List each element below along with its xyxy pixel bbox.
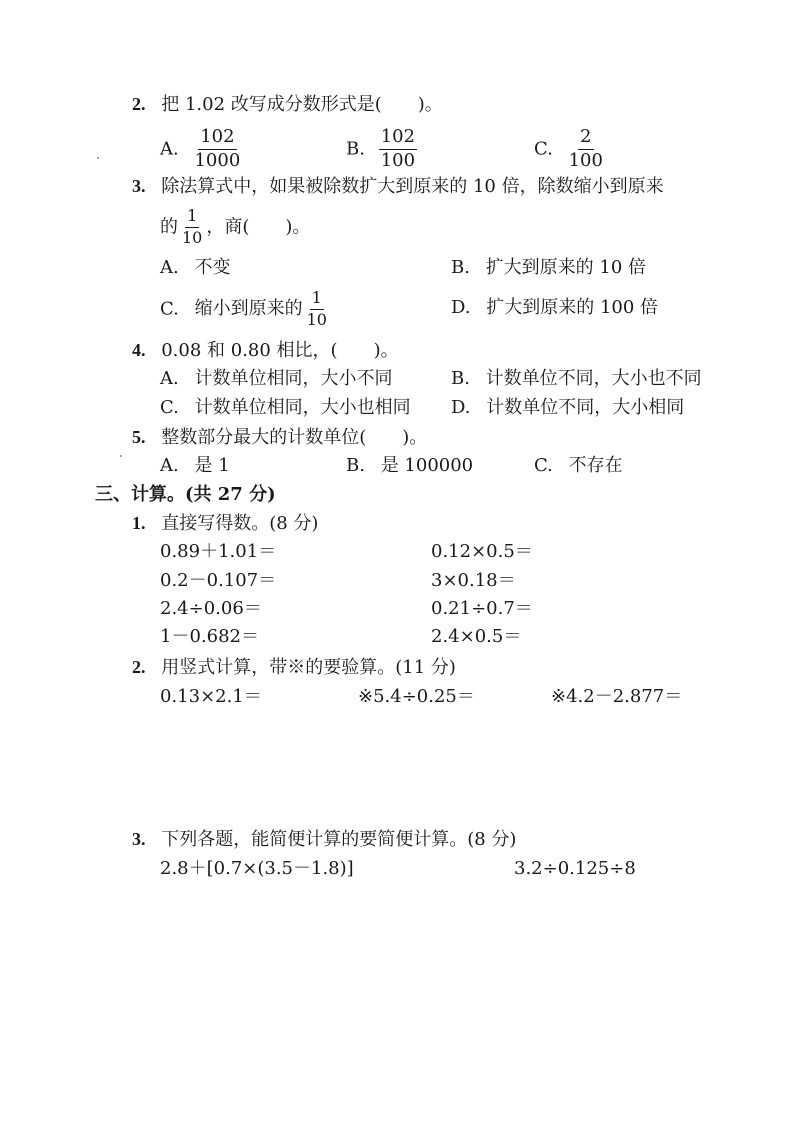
numerator: 102 (379, 128, 417, 150)
option-label: C. (160, 298, 179, 320)
fraction (379, 128, 417, 171)
question-4 (132, 341, 399, 360)
question-number: 5. (132, 427, 146, 447)
denominator: 10 (306, 309, 327, 329)
option-label: C. (160, 397, 179, 418)
option-text: 是 1 (194, 455, 230, 476)
calc-item: 0.21÷0.7＝ (431, 598, 533, 619)
calc-item: 0.12×0.5＝ (431, 541, 533, 562)
part-3-title (132, 830, 516, 849)
question-3-line-2 (160, 208, 310, 247)
option-text: 扩大到原来的 100 倍 (486, 297, 659, 318)
option-a (160, 128, 244, 171)
option-label: C. (534, 455, 553, 476)
denominator: 1000 (194, 149, 241, 171)
part-number: 1. (132, 513, 146, 533)
part-number: 3. (132, 829, 146, 849)
part-number: 2. (132, 657, 146, 677)
fraction (192, 128, 242, 171)
option-label: A. (160, 368, 179, 389)
option-text: 缩小到原来的 (194, 298, 303, 320)
scan-speck (120, 455, 122, 457)
option-label: B. (451, 368, 470, 389)
question-number: 4. (132, 340, 146, 360)
option-b (346, 457, 473, 475)
option-label: B. (346, 138, 365, 160)
question-2 (132, 95, 443, 114)
option-c (160, 290, 331, 329)
option-a (160, 457, 230, 475)
fraction (305, 290, 329, 329)
calc-item: 2.4÷0.06＝ (160, 598, 262, 619)
part-text: 用竖式计算，带※的要验算。(11 分) (161, 657, 456, 678)
fraction (567, 128, 605, 171)
calc-item: 0.2－0.107＝ (160, 570, 277, 591)
calc-item: 0.89＋1.01＝ (160, 541, 277, 562)
calc-item: 0.13×2.1＝ (160, 686, 262, 707)
part-2-title (132, 658, 456, 677)
numerator: 1 (310, 290, 324, 310)
option-c (534, 457, 623, 475)
option-label: A. (160, 257, 179, 278)
option-text: 不变 (194, 257, 231, 278)
section-title: 三、计算。(共 27 分) (95, 484, 276, 505)
option-c (534, 128, 607, 171)
denominator: 10 (182, 227, 203, 247)
numerator: 2 (578, 128, 593, 150)
part-text: 下列各题，能简便计算的要简便计算。(8 分) (161, 829, 517, 850)
scan-speck (97, 157, 99, 159)
option-a (160, 370, 392, 388)
option-label: C. (534, 138, 553, 160)
option-c (160, 399, 411, 417)
calc-item: 2.4×0.5＝ (431, 626, 522, 647)
option-text: 计数单位不同，大小相同 (486, 397, 685, 418)
question-text: 除法算式中，如果被除数扩大到原来的 10 倍，除数缩小到原来 (161, 176, 664, 197)
option-d (451, 299, 658, 317)
option-b (451, 370, 702, 388)
option-text: 是 100000 (380, 455, 474, 476)
option-label: D. (451, 397, 471, 418)
option-label: B. (346, 455, 365, 476)
option-label: B. (451, 257, 470, 278)
question-text: 把 1.02 改写成分数形式是( )。 (161, 94, 443, 115)
option-text: 计数单位相同，大小也相同 (194, 397, 411, 418)
question-3 (132, 177, 664, 196)
numerator: 102 (198, 128, 236, 150)
question-text: 0.08 和 0.80 相比，( )。 (161, 340, 399, 361)
option-text: 计数单位相同，大小不同 (194, 368, 393, 389)
denominator: 100 (380, 149, 416, 171)
numerator: 1 (185, 208, 199, 228)
option-b (451, 259, 646, 277)
calc-item: 1－0.682＝ (160, 626, 259, 647)
option-d (451, 399, 684, 417)
question-5 (132, 428, 427, 447)
calc-item: 3.2÷0.125÷8 (514, 858, 636, 879)
option-label: D. (451, 297, 471, 318)
question-text: ，商( )。 (206, 216, 311, 238)
denominator: 100 (568, 149, 603, 171)
option-a (160, 259, 230, 277)
calc-item: ※5.4÷0.25＝ (358, 686, 475, 707)
calc-item: ※4.2－2.877＝ (551, 686, 683, 707)
option-label: A. (160, 455, 179, 476)
calc-item: 3×0.18＝ (431, 570, 516, 591)
option-text: 不存在 (568, 455, 623, 476)
part-text: 直接写得数。(8 分) (161, 513, 319, 534)
question-text: 的 (160, 216, 178, 238)
option-b (346, 128, 419, 171)
question-text: 整数部分最大的计数单位( )。 (161, 427, 428, 448)
option-text: 扩大到原来的 10 倍 (485, 257, 647, 278)
fraction (180, 208, 204, 247)
option-label: A. (160, 138, 179, 160)
part-1-title (132, 514, 318, 533)
question-number: 3. (132, 176, 146, 196)
question-number: 2. (132, 94, 146, 114)
calc-item: 2.8＋[0.7×(3.5－1.8)] (160, 858, 354, 879)
option-text: 计数单位不同，大小也不同 (485, 368, 702, 389)
